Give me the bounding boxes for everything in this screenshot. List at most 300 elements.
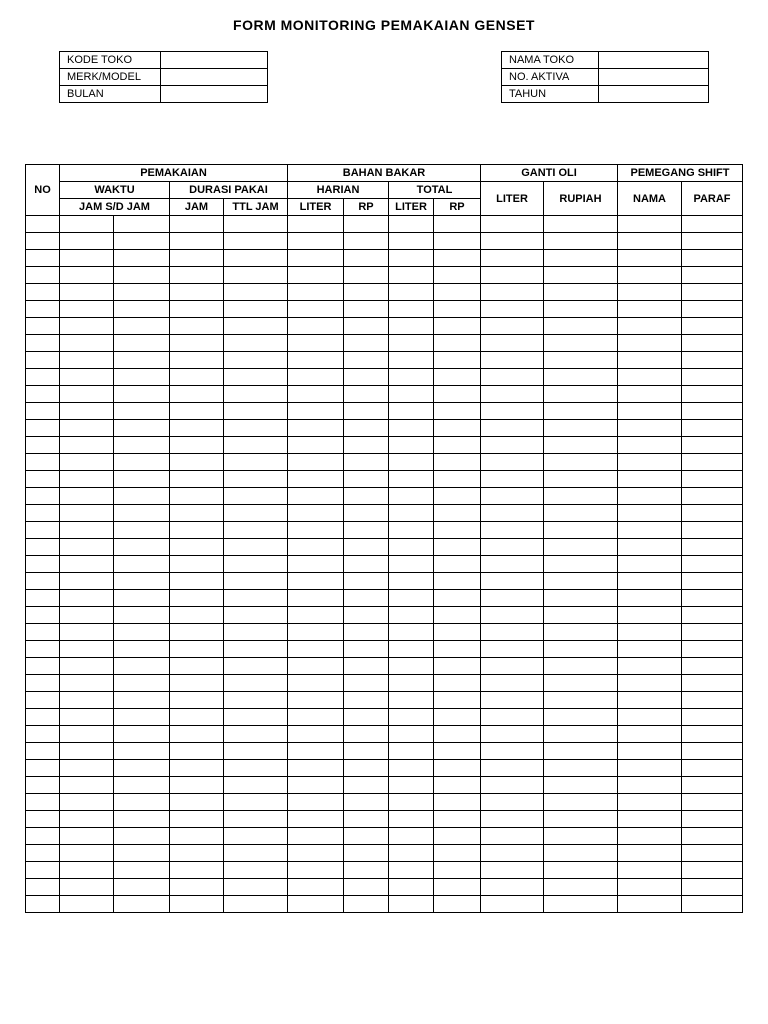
table-cell[interactable] <box>544 420 618 437</box>
table-cell[interactable] <box>618 386 682 403</box>
table-cell[interactable] <box>618 318 682 335</box>
table-cell[interactable] <box>60 420 114 437</box>
table-cell[interactable] <box>481 216 544 233</box>
table-cell[interactable] <box>224 760 288 777</box>
table-cell[interactable] <box>434 658 481 675</box>
table-cell[interactable] <box>682 556 743 573</box>
table-cell[interactable] <box>288 641 344 658</box>
table-cell[interactable] <box>682 590 743 607</box>
table-cell[interactable] <box>224 556 288 573</box>
table-cell[interactable] <box>60 658 114 675</box>
table-cell[interactable] <box>434 488 481 505</box>
table-cell[interactable] <box>618 726 682 743</box>
table-cell[interactable] <box>60 505 114 522</box>
table-cell[interactable] <box>26 284 60 301</box>
table-cell[interactable] <box>114 284 170 301</box>
table-cell[interactable] <box>344 403 389 420</box>
table-cell[interactable] <box>481 743 544 760</box>
table-cell[interactable] <box>481 726 544 743</box>
table-cell[interactable] <box>544 675 618 692</box>
table-cell[interactable] <box>170 437 224 454</box>
table-cell[interactable] <box>682 250 743 267</box>
table-cell[interactable] <box>618 896 682 913</box>
table-cell[interactable] <box>288 488 344 505</box>
table-cell[interactable] <box>288 692 344 709</box>
table-cell[interactable] <box>26 250 60 267</box>
table-cell[interactable] <box>114 590 170 607</box>
table-cell[interactable] <box>344 318 389 335</box>
table-cell[interactable] <box>170 522 224 539</box>
table-cell[interactable] <box>481 522 544 539</box>
table-cell[interactable] <box>26 522 60 539</box>
table-cell[interactable] <box>288 794 344 811</box>
table-cell[interactable] <box>224 641 288 658</box>
table-cell[interactable] <box>288 709 344 726</box>
table-cell[interactable] <box>434 301 481 318</box>
table-cell[interactable] <box>434 386 481 403</box>
table-cell[interactable] <box>389 420 434 437</box>
table-cell[interactable] <box>682 726 743 743</box>
table-cell[interactable] <box>26 726 60 743</box>
table-cell[interactable] <box>389 743 434 760</box>
table-cell[interactable] <box>114 216 170 233</box>
table-cell[interactable] <box>389 692 434 709</box>
table-cell[interactable] <box>288 556 344 573</box>
table-cell[interactable] <box>60 539 114 556</box>
table-cell[interactable] <box>618 760 682 777</box>
table-cell[interactable] <box>288 352 344 369</box>
table-cell[interactable] <box>60 777 114 794</box>
bulan-field[interactable] <box>161 86 268 103</box>
table-cell[interactable] <box>26 216 60 233</box>
table-cell[interactable] <box>344 573 389 590</box>
table-cell[interactable] <box>288 267 344 284</box>
table-cell[interactable] <box>224 811 288 828</box>
table-cell[interactable] <box>434 641 481 658</box>
table-cell[interactable] <box>224 794 288 811</box>
table-cell[interactable] <box>544 743 618 760</box>
table-cell[interactable] <box>344 794 389 811</box>
table-cell[interactable] <box>682 573 743 590</box>
table-cell[interactable] <box>481 420 544 437</box>
table-cell[interactable] <box>224 471 288 488</box>
table-cell[interactable] <box>170 335 224 352</box>
table-cell[interactable] <box>434 471 481 488</box>
table-cell[interactable] <box>114 386 170 403</box>
table-cell[interactable] <box>170 556 224 573</box>
table-cell[interactable] <box>682 335 743 352</box>
table-cell[interactable] <box>544 369 618 386</box>
table-cell[interactable] <box>481 675 544 692</box>
table-cell[interactable] <box>618 284 682 301</box>
table-cell[interactable] <box>544 335 618 352</box>
table-cell[interactable] <box>682 743 743 760</box>
table-cell[interactable] <box>288 539 344 556</box>
table-cell[interactable] <box>544 879 618 896</box>
table-cell[interactable] <box>114 607 170 624</box>
table-cell[interactable] <box>481 505 544 522</box>
table-cell[interactable] <box>26 539 60 556</box>
table-cell[interactable] <box>389 862 434 879</box>
table-cell[interactable] <box>170 216 224 233</box>
table-cell[interactable] <box>288 777 344 794</box>
table-cell[interactable] <box>288 471 344 488</box>
table-cell[interactable] <box>544 250 618 267</box>
table-cell[interactable] <box>170 743 224 760</box>
table-cell[interactable] <box>618 335 682 352</box>
table-cell[interactable] <box>60 828 114 845</box>
table-cell[interactable] <box>481 386 544 403</box>
table-cell[interactable] <box>224 335 288 352</box>
table-cell[interactable] <box>288 573 344 590</box>
table-cell[interactable] <box>481 658 544 675</box>
table-cell[interactable] <box>618 539 682 556</box>
table-cell[interactable] <box>344 675 389 692</box>
table-cell[interactable] <box>60 301 114 318</box>
table-cell[interactable] <box>170 454 224 471</box>
table-cell[interactable] <box>224 879 288 896</box>
table-cell[interactable] <box>344 267 389 284</box>
table-cell[interactable] <box>344 522 389 539</box>
table-cell[interactable] <box>618 777 682 794</box>
table-cell[interactable] <box>389 607 434 624</box>
table-cell[interactable] <box>60 692 114 709</box>
table-cell[interactable] <box>114 539 170 556</box>
table-cell[interactable] <box>60 556 114 573</box>
table-cell[interactable] <box>114 658 170 675</box>
table-cell[interactable] <box>389 539 434 556</box>
table-cell[interactable] <box>26 590 60 607</box>
table-cell[interactable] <box>170 641 224 658</box>
table-cell[interactable] <box>170 369 224 386</box>
table-cell[interactable] <box>434 335 481 352</box>
table-cell[interactable] <box>170 760 224 777</box>
table-cell[interactable] <box>481 539 544 556</box>
table-cell[interactable] <box>26 658 60 675</box>
table-cell[interactable] <box>114 488 170 505</box>
table-cell[interactable] <box>434 505 481 522</box>
table-cell[interactable] <box>682 845 743 862</box>
table-cell[interactable] <box>60 896 114 913</box>
table-cell[interactable] <box>544 692 618 709</box>
table-cell[interactable] <box>389 267 434 284</box>
table-cell[interactable] <box>618 675 682 692</box>
table-cell[interactable] <box>344 335 389 352</box>
table-cell[interactable] <box>26 369 60 386</box>
table-cell[interactable] <box>224 828 288 845</box>
table-cell[interactable] <box>618 301 682 318</box>
table-cell[interactable] <box>344 284 389 301</box>
table-cell[interactable] <box>344 624 389 641</box>
table-cell[interactable] <box>682 403 743 420</box>
table-cell[interactable] <box>434 556 481 573</box>
table-cell[interactable] <box>618 811 682 828</box>
table-cell[interactable] <box>26 811 60 828</box>
table-cell[interactable] <box>389 573 434 590</box>
table-cell[interactable] <box>618 692 682 709</box>
table-cell[interactable] <box>481 437 544 454</box>
table-cell[interactable] <box>114 556 170 573</box>
table-cell[interactable] <box>389 352 434 369</box>
table-cell[interactable] <box>60 369 114 386</box>
table-cell[interactable] <box>170 250 224 267</box>
table-cell[interactable] <box>481 471 544 488</box>
table-cell[interactable] <box>544 828 618 845</box>
table-cell[interactable] <box>60 590 114 607</box>
table-cell[interactable] <box>344 488 389 505</box>
table-cell[interactable] <box>288 454 344 471</box>
table-cell[interactable] <box>288 658 344 675</box>
table-cell[interactable] <box>26 692 60 709</box>
table-cell[interactable] <box>170 471 224 488</box>
table-cell[interactable] <box>60 726 114 743</box>
table-cell[interactable] <box>682 760 743 777</box>
table-cell[interactable] <box>26 828 60 845</box>
table-cell[interactable] <box>389 335 434 352</box>
table-cell[interactable] <box>344 828 389 845</box>
table-cell[interactable] <box>224 743 288 760</box>
table-cell[interactable] <box>170 590 224 607</box>
table-cell[interactable] <box>682 777 743 794</box>
table-cell[interactable] <box>26 352 60 369</box>
table-cell[interactable] <box>544 318 618 335</box>
table-cell[interactable] <box>224 675 288 692</box>
table-cell[interactable] <box>682 505 743 522</box>
table-cell[interactable] <box>344 216 389 233</box>
table-cell[interactable] <box>114 760 170 777</box>
table-cell[interactable] <box>434 777 481 794</box>
table-cell[interactable] <box>224 403 288 420</box>
table-cell[interactable] <box>170 709 224 726</box>
table-cell[interactable] <box>682 539 743 556</box>
table-cell[interactable] <box>26 471 60 488</box>
table-cell[interactable] <box>544 437 618 454</box>
table-cell[interactable] <box>60 607 114 624</box>
table-cell[interactable] <box>481 845 544 862</box>
table-cell[interactable] <box>344 607 389 624</box>
table-cell[interactable] <box>618 845 682 862</box>
table-cell[interactable] <box>682 607 743 624</box>
table-cell[interactable] <box>170 794 224 811</box>
table-cell[interactable] <box>224 437 288 454</box>
table-cell[interactable] <box>434 284 481 301</box>
table-cell[interactable] <box>618 437 682 454</box>
table-cell[interactable] <box>481 624 544 641</box>
table-cell[interactable] <box>170 488 224 505</box>
table-cell[interactable] <box>26 386 60 403</box>
table-cell[interactable] <box>618 216 682 233</box>
table-cell[interactable] <box>389 488 434 505</box>
table-cell[interactable] <box>544 352 618 369</box>
table-cell[interactable] <box>26 454 60 471</box>
table-cell[interactable] <box>481 233 544 250</box>
table-cell[interactable] <box>618 556 682 573</box>
table-cell[interactable] <box>288 726 344 743</box>
table-cell[interactable] <box>544 488 618 505</box>
table-cell[interactable] <box>389 556 434 573</box>
table-cell[interactable] <box>170 318 224 335</box>
table-cell[interactable] <box>26 488 60 505</box>
table-cell[interactable] <box>481 335 544 352</box>
table-cell[interactable] <box>434 879 481 896</box>
table-cell[interactable] <box>26 301 60 318</box>
table-cell[interactable] <box>682 437 743 454</box>
table-cell[interactable] <box>344 590 389 607</box>
table-cell[interactable] <box>682 675 743 692</box>
table-cell[interactable] <box>288 250 344 267</box>
table-cell[interactable] <box>26 794 60 811</box>
table-cell[interactable] <box>544 760 618 777</box>
table-cell[interactable] <box>224 896 288 913</box>
table-cell[interactable] <box>682 641 743 658</box>
table-cell[interactable] <box>114 743 170 760</box>
table-cell[interactable] <box>434 522 481 539</box>
table-cell[interactable] <box>60 403 114 420</box>
table-cell[interactable] <box>170 403 224 420</box>
table-cell[interactable] <box>389 590 434 607</box>
table-cell[interactable] <box>114 352 170 369</box>
table-cell[interactable] <box>288 760 344 777</box>
table-cell[interactable] <box>26 709 60 726</box>
table-cell[interactable] <box>434 250 481 267</box>
table-cell[interactable] <box>26 403 60 420</box>
table-cell[interactable] <box>344 233 389 250</box>
table-cell[interactable] <box>288 845 344 862</box>
table-cell[interactable] <box>434 709 481 726</box>
table-cell[interactable] <box>434 726 481 743</box>
table-cell[interactable] <box>288 369 344 386</box>
table-cell[interactable] <box>618 590 682 607</box>
table-cell[interactable] <box>434 352 481 369</box>
table-cell[interactable] <box>544 607 618 624</box>
table-cell[interactable] <box>114 369 170 386</box>
table-cell[interactable] <box>26 335 60 352</box>
table-cell[interactable] <box>224 284 288 301</box>
table-cell[interactable] <box>224 250 288 267</box>
table-cell[interactable] <box>389 726 434 743</box>
table-cell[interactable] <box>682 692 743 709</box>
table-cell[interactable] <box>60 454 114 471</box>
table-cell[interactable] <box>60 760 114 777</box>
table-cell[interactable] <box>682 216 743 233</box>
table-cell[interactable] <box>170 726 224 743</box>
table-cell[interactable] <box>288 420 344 437</box>
table-cell[interactable] <box>389 250 434 267</box>
table-cell[interactable] <box>224 607 288 624</box>
table-cell[interactable] <box>544 845 618 862</box>
table-cell[interactable] <box>60 233 114 250</box>
table-cell[interactable] <box>170 301 224 318</box>
table-cell[interactable] <box>224 386 288 403</box>
table-cell[interactable] <box>344 862 389 879</box>
table-cell[interactable] <box>389 505 434 522</box>
table-cell[interactable] <box>114 641 170 658</box>
table-cell[interactable] <box>224 539 288 556</box>
table-cell[interactable] <box>60 811 114 828</box>
table-cell[interactable] <box>544 556 618 573</box>
table-cell[interactable] <box>288 743 344 760</box>
table-cell[interactable] <box>114 573 170 590</box>
table-cell[interactable] <box>682 301 743 318</box>
table-cell[interactable] <box>389 641 434 658</box>
table-cell[interactable] <box>288 233 344 250</box>
table-cell[interactable] <box>288 403 344 420</box>
table-cell[interactable] <box>26 896 60 913</box>
table-cell[interactable] <box>170 267 224 284</box>
table-cell[interactable] <box>114 233 170 250</box>
table-cell[interactable] <box>224 454 288 471</box>
table-cell[interactable] <box>60 335 114 352</box>
table-cell[interactable] <box>60 573 114 590</box>
table-cell[interactable] <box>389 879 434 896</box>
table-cell[interactable] <box>170 828 224 845</box>
table-cell[interactable] <box>344 896 389 913</box>
table-cell[interactable] <box>389 318 434 335</box>
table-cell[interactable] <box>618 352 682 369</box>
table-cell[interactable] <box>618 862 682 879</box>
table-cell[interactable] <box>60 675 114 692</box>
table-cell[interactable] <box>26 862 60 879</box>
table-cell[interactable] <box>288 896 344 913</box>
table-cell[interactable] <box>344 352 389 369</box>
table-cell[interactable] <box>170 607 224 624</box>
table-cell[interactable] <box>26 437 60 454</box>
table-cell[interactable] <box>344 250 389 267</box>
table-cell[interactable] <box>114 522 170 539</box>
table-cell[interactable] <box>481 267 544 284</box>
table-cell[interactable] <box>434 420 481 437</box>
table-cell[interactable] <box>288 216 344 233</box>
table-cell[interactable] <box>389 624 434 641</box>
table-cell[interactable] <box>344 879 389 896</box>
table-cell[interactable] <box>60 437 114 454</box>
table-cell[interactable] <box>170 879 224 896</box>
table-cell[interactable] <box>481 284 544 301</box>
merk-model-field[interactable] <box>161 69 268 86</box>
table-cell[interactable] <box>170 420 224 437</box>
table-cell[interactable] <box>170 386 224 403</box>
table-cell[interactable] <box>114 505 170 522</box>
table-cell[interactable] <box>481 590 544 607</box>
table-cell[interactable] <box>389 658 434 675</box>
no-aktiva-field[interactable] <box>599 69 709 86</box>
table-cell[interactable] <box>224 488 288 505</box>
table-cell[interactable] <box>682 879 743 896</box>
table-cell[interactable] <box>288 879 344 896</box>
table-cell[interactable] <box>682 352 743 369</box>
table-cell[interactable] <box>26 624 60 641</box>
table-cell[interactable] <box>618 454 682 471</box>
table-cell[interactable] <box>224 233 288 250</box>
table-cell[interactable] <box>389 454 434 471</box>
table-cell[interactable] <box>434 216 481 233</box>
table-cell[interactable] <box>544 862 618 879</box>
tahun-field[interactable] <box>599 86 709 103</box>
table-cell[interactable] <box>114 709 170 726</box>
table-cell[interactable] <box>344 420 389 437</box>
table-cell[interactable] <box>114 845 170 862</box>
table-cell[interactable] <box>434 675 481 692</box>
table-cell[interactable] <box>434 607 481 624</box>
table-cell[interactable] <box>170 862 224 879</box>
table-cell[interactable] <box>389 709 434 726</box>
table-cell[interactable] <box>544 233 618 250</box>
table-cell[interactable] <box>389 386 434 403</box>
table-cell[interactable] <box>434 437 481 454</box>
table-cell[interactable] <box>544 301 618 318</box>
table-cell[interactable] <box>389 284 434 301</box>
table-cell[interactable] <box>26 505 60 522</box>
